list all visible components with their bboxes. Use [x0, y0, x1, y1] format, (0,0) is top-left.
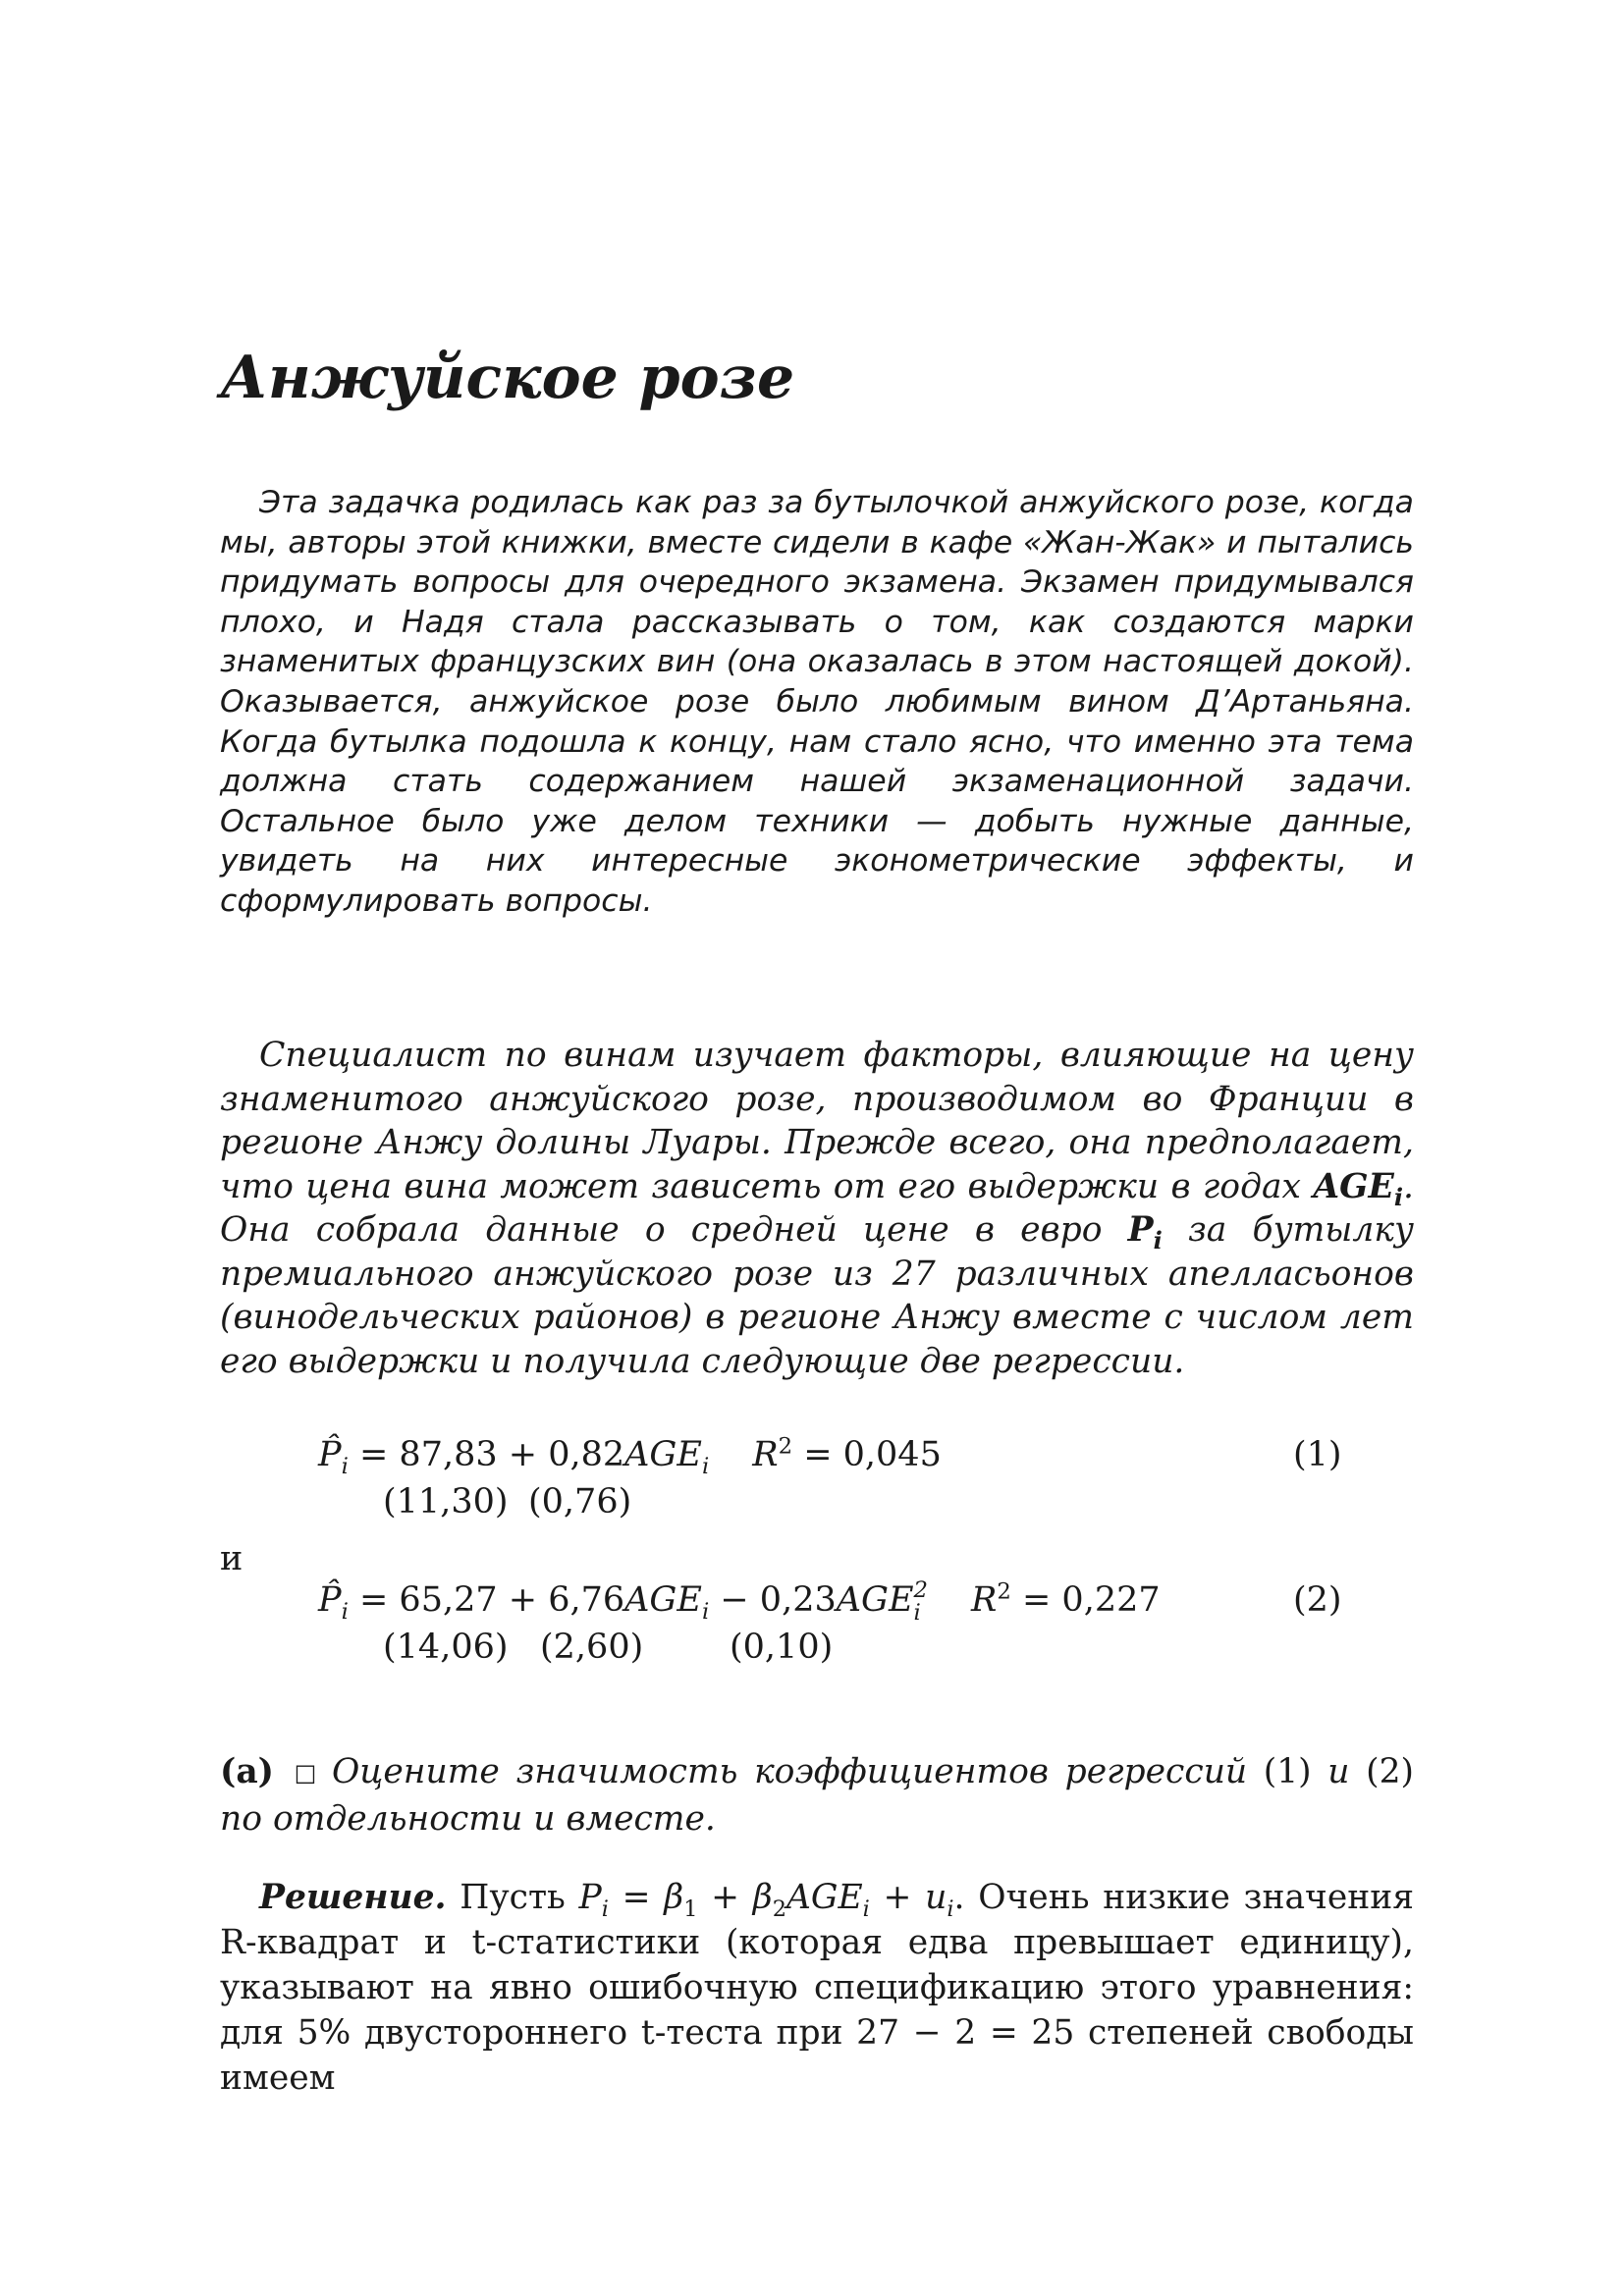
equation-2: $P̂_i = 65,27 + 6,76AGE_i - 0,23AGE$ 2 i $R^2 = 0,227$: [318, 1576, 1161, 1626]
equation-2-se-age: (2,60): [540, 1628, 644, 1667]
problem-text-part2: . Она собрала данные о средней цене в евро: [220, 1166, 1414, 1250]
conjunction-and: и: [220, 1539, 244, 1578]
equation-2-number: (2): [1293, 1580, 1342, 1620]
equation-2-se-age-squared: (0,10): [730, 1628, 834, 1667]
problem-statement: [220, 1034, 1414, 1383]
equation-2-se-intercept: (14,06): [383, 1628, 509, 1667]
page-title: Анжуйское розе: [220, 344, 795, 412]
checkbox-icon: □: [294, 1759, 322, 1787]
age-variable: $AGE_i$: [1313, 1166, 1404, 1211]
solution-paragraph: Решение. Пусть $P_i = \beta_1 + \beta_2AGE_i + u_i$. Очень низкие значения R-квадрат и t-статистики (которая едва превышает единицу), указывают на явно ошибочную спецификацию этого уравнения: для 5% двустороннего t-теста при 27 − 2 = 25 степеней свободы имеем: [220, 1878, 1415, 2098]
question-a: (a) □ Оцените значимость коэффициентов регрессий (1) и (2) по отдельности и вместе.: [220, 1752, 1414, 1839]
problem-text-part1: Специалист по винам изучает факторы, влияющие на цену знаменитого анжуйского розе, производимом во Франции в регионе Анжу долины Луары. Прежде всего, она предполагает, что цена вина может зависеть от его выдержки в годах: [220, 1036, 1414, 1206]
equation-1-se-age: (0,76): [528, 1482, 632, 1522]
problem-text-part3: за бутылку премиального анжуйского розе из 27 различных апелласьонов (винодельческих районов) в регионе Анжу вместе с числом лет его выдержки и получила следующие две регрессии.: [220, 1210, 1414, 1381]
price-variable: $P_i$: [1127, 1210, 1163, 1255]
equation-1: $P̂_i = 87,83 + 0,82AGE_i$ $R^2 = 0,045$: [318, 1433, 942, 1479]
solution-label: Решение.: [259, 1878, 447, 1917]
intro-paragraph: Эта задачка родилась как раз за бутылочкой анжуйского розе, когда мы, авторы этой книжки, вместе сидели в кафе «Жан-Жак» и пытались придумать вопросы для очередного экзамена. Экзамен придумывался плохо, и Надя стала рассказывать о том, как создаются марки знаменитых французских вин (она оказалась в этом настоящей докой). Оказывается, анжуйское розе было любимым вином Д’Артаньяна. Когда бутылка подошла к концу, нам стало ясно, что именно эта тема должна стать содержанием нашей экзаменационной задачи. Остальное было уже делом техники — добыть нужные данные, увидеть на них интересные эконометрические эффекты, и сформулировать вопросы.: [220, 485, 1414, 919]
question-label: (a): [220, 1752, 275, 1791]
equation-1-number: (1): [1293, 1435, 1342, 1474]
equation-1-se-intercept: (11,30): [383, 1482, 509, 1522]
